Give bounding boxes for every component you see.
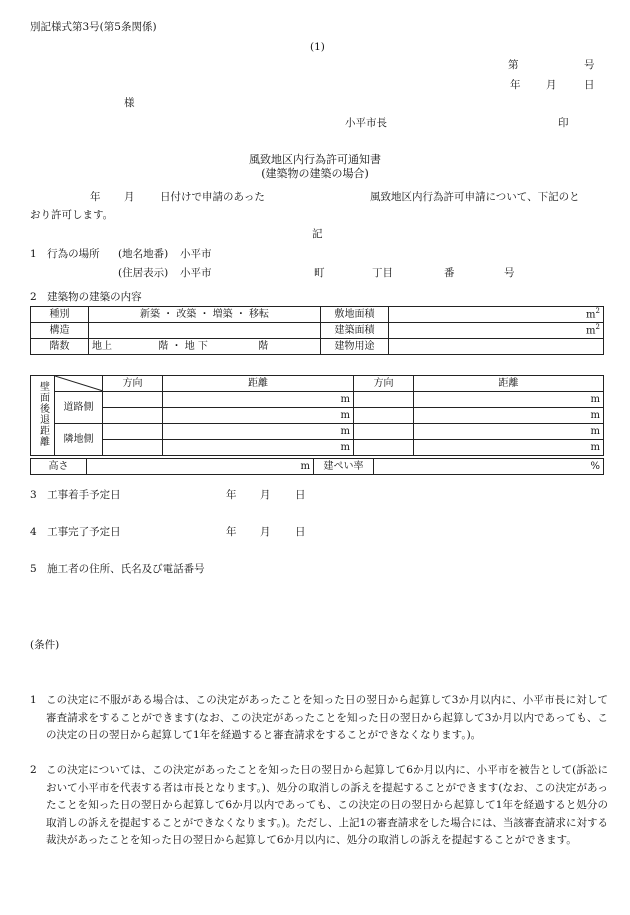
item5-label: 5 施工者の住所、氏名及び電話番号 bbox=[30, 563, 205, 575]
residence-go: 号 bbox=[504, 267, 515, 279]
direction-cell bbox=[103, 392, 163, 408]
note-number: 2 bbox=[30, 764, 37, 776]
item4-month: 月 bbox=[260, 526, 271, 538]
item4-year: 年 bbox=[226, 526, 237, 538]
item1-label: 1 行為の場所 bbox=[30, 248, 100, 260]
unit-m: m bbox=[586, 325, 596, 337]
distance-cell: m bbox=[163, 440, 354, 456]
height-label: 高さ bbox=[31, 459, 87, 475]
residence-label: (住居表示) bbox=[118, 267, 169, 279]
table-row bbox=[31, 392, 604, 408]
residence-chome: 丁目 bbox=[372, 267, 393, 279]
intro-year: 年 bbox=[90, 191, 101, 203]
number-go: 号 bbox=[584, 59, 595, 71]
direction-cell bbox=[103, 424, 163, 440]
date-year: 年 bbox=[510, 79, 521, 91]
coverage-label: 建ぺい率 bbox=[314, 459, 374, 475]
setback-label-cell bbox=[31, 376, 55, 456]
item4-day: 日 bbox=[295, 526, 306, 538]
table-row bbox=[31, 459, 604, 475]
date-month: 月 bbox=[546, 79, 557, 91]
ki-mark: 記 bbox=[312, 228, 323, 240]
height-value: m bbox=[87, 459, 314, 475]
form-id: 別記様式第3号(第5条関係) bbox=[30, 21, 157, 33]
table-row bbox=[31, 440, 604, 456]
unit-sq: 2 bbox=[595, 307, 600, 316]
item2-label: 2 建築物の建築の内容 bbox=[30, 291, 142, 303]
direction-cell bbox=[354, 440, 414, 456]
serial-number: (1) bbox=[310, 41, 325, 53]
structure-value bbox=[89, 323, 321, 339]
note-text: この決定に不服がある場合は、この決定があったことを知った日の翌日から起算して3か月以内に、小平市長に対して審査請求をすることができます(なお、この決定があったことを知った日の翌日から起算して3か月以内であっても、この決定の日の翌日から起算して1年を経過すると審査請求をすることができなくなります。)。 bbox=[46, 694, 608, 741]
table-row bbox=[31, 323, 604, 339]
date-day: 日 bbox=[584, 79, 595, 91]
building-area-label: 建築面積 bbox=[321, 323, 389, 339]
table-row bbox=[31, 339, 604, 355]
intro-line2: おり許可します。 bbox=[30, 209, 114, 221]
distance-cell: m bbox=[414, 424, 604, 440]
note-number: 1 bbox=[30, 694, 37, 706]
road-side-label: 道路側 bbox=[55, 392, 103, 424]
building-area-value bbox=[389, 323, 604, 339]
residence-ban: 番 bbox=[444, 267, 455, 279]
direction-cell bbox=[103, 408, 163, 424]
floors-end: 階 bbox=[258, 340, 269, 352]
site-area-label: 敷地面積 bbox=[321, 307, 389, 323]
intro-date-phrase: 日付けで申請のあった bbox=[160, 191, 265, 203]
setback-label: 壁面後退距離 bbox=[37, 381, 49, 447]
type-options: 新築 ・ 改築 ・ 増築 ・ 移転 bbox=[89, 307, 321, 323]
item4-label: 4 工事完了予定日 bbox=[30, 526, 121, 538]
direction-cell bbox=[103, 440, 163, 456]
distance-cell: m bbox=[163, 408, 354, 424]
direction-cell bbox=[354, 408, 414, 424]
setback-table bbox=[30, 375, 604, 456]
residence-city: 小平市 bbox=[180, 267, 212, 279]
direction-cell bbox=[354, 392, 414, 408]
height-coverage-table bbox=[30, 458, 604, 475]
use-value bbox=[389, 339, 604, 355]
use-label: 建物用途 bbox=[321, 339, 389, 355]
intro-request-phrase: 風致地区内行為許可申請について、下記のと bbox=[370, 191, 580, 203]
coverage-value: % bbox=[374, 459, 604, 475]
table-row bbox=[31, 408, 604, 424]
table-row bbox=[31, 376, 604, 392]
type-label: 種別 bbox=[31, 307, 89, 323]
distance-header-2: 距離 bbox=[414, 376, 604, 392]
seal-mark: 印 bbox=[558, 117, 569, 129]
direction-header-2: 方向 bbox=[354, 376, 414, 392]
unit-m: m bbox=[586, 309, 596, 321]
floors-mid: 階 ・ 地 下 bbox=[158, 340, 208, 352]
residence-cho: 町 bbox=[314, 267, 325, 279]
intro-month: 月 bbox=[124, 191, 135, 203]
document-subtitle: (建築物の建築の場合) bbox=[261, 167, 369, 180]
note-2 bbox=[30, 762, 608, 850]
floors-value bbox=[89, 339, 321, 355]
number-dai: 第 bbox=[508, 59, 519, 71]
item3-month: 月 bbox=[260, 489, 271, 501]
lot-city: 小平市 bbox=[180, 248, 212, 260]
table-row bbox=[31, 424, 604, 440]
lot-number-label: (地名地番) bbox=[118, 248, 169, 260]
item3-year: 年 bbox=[226, 489, 237, 501]
distance-cell: m bbox=[163, 424, 354, 440]
note-text: この決定については、この決定があったことを知った日の翌日から起算して6か月以内に、小平市を被告として(訴訟において小平市を代表する者は市長となります。)、処分の取消しの訴えを提起することができます(なお、この決定があったことを知った日の翌日から起算して6か月以内であっても、この決定の日の翌日から起算して1年を経過すると処分の取消しの訴えを提起することができなくなります。)。ただし、上記1の審査請求をした場合には、当該審査請求に対する裁決があったことを知った日の翌日から起算して6か月以内に、処分の取消しの訴えを提起することができます。 bbox=[46, 764, 608, 846]
distance-cell: m bbox=[414, 408, 604, 424]
neighbor-side-label: 隣地側 bbox=[55, 424, 103, 456]
conditions-heading: (条件) bbox=[30, 639, 60, 651]
diagonal-line bbox=[55, 376, 103, 391]
distance-header-1: 距離 bbox=[163, 376, 354, 392]
item3-label: 3 工事着手予定日 bbox=[30, 489, 121, 501]
distance-cell: m bbox=[414, 392, 604, 408]
structure-label: 構造 bbox=[31, 323, 89, 339]
building-table bbox=[30, 306, 604, 355]
distance-cell: m bbox=[414, 440, 604, 456]
direction-cell bbox=[354, 424, 414, 440]
floors-above: 地上 bbox=[92, 340, 112, 352]
item3-day: 日 bbox=[295, 489, 306, 501]
unit-sq: 2 bbox=[595, 323, 600, 332]
issuer: 小平市長 bbox=[345, 117, 387, 129]
addressee-suffix: 様 bbox=[124, 97, 135, 109]
document-title: 風致地区内行為許可通知書 bbox=[249, 153, 381, 166]
floors-label: 階数 bbox=[31, 339, 89, 355]
site-area-value bbox=[389, 307, 604, 323]
table-row bbox=[31, 307, 604, 323]
diagonal-cell bbox=[55, 376, 103, 392]
direction-header-1: 方向 bbox=[103, 376, 163, 392]
note-1 bbox=[30, 692, 608, 745]
distance-cell: m bbox=[163, 392, 354, 408]
